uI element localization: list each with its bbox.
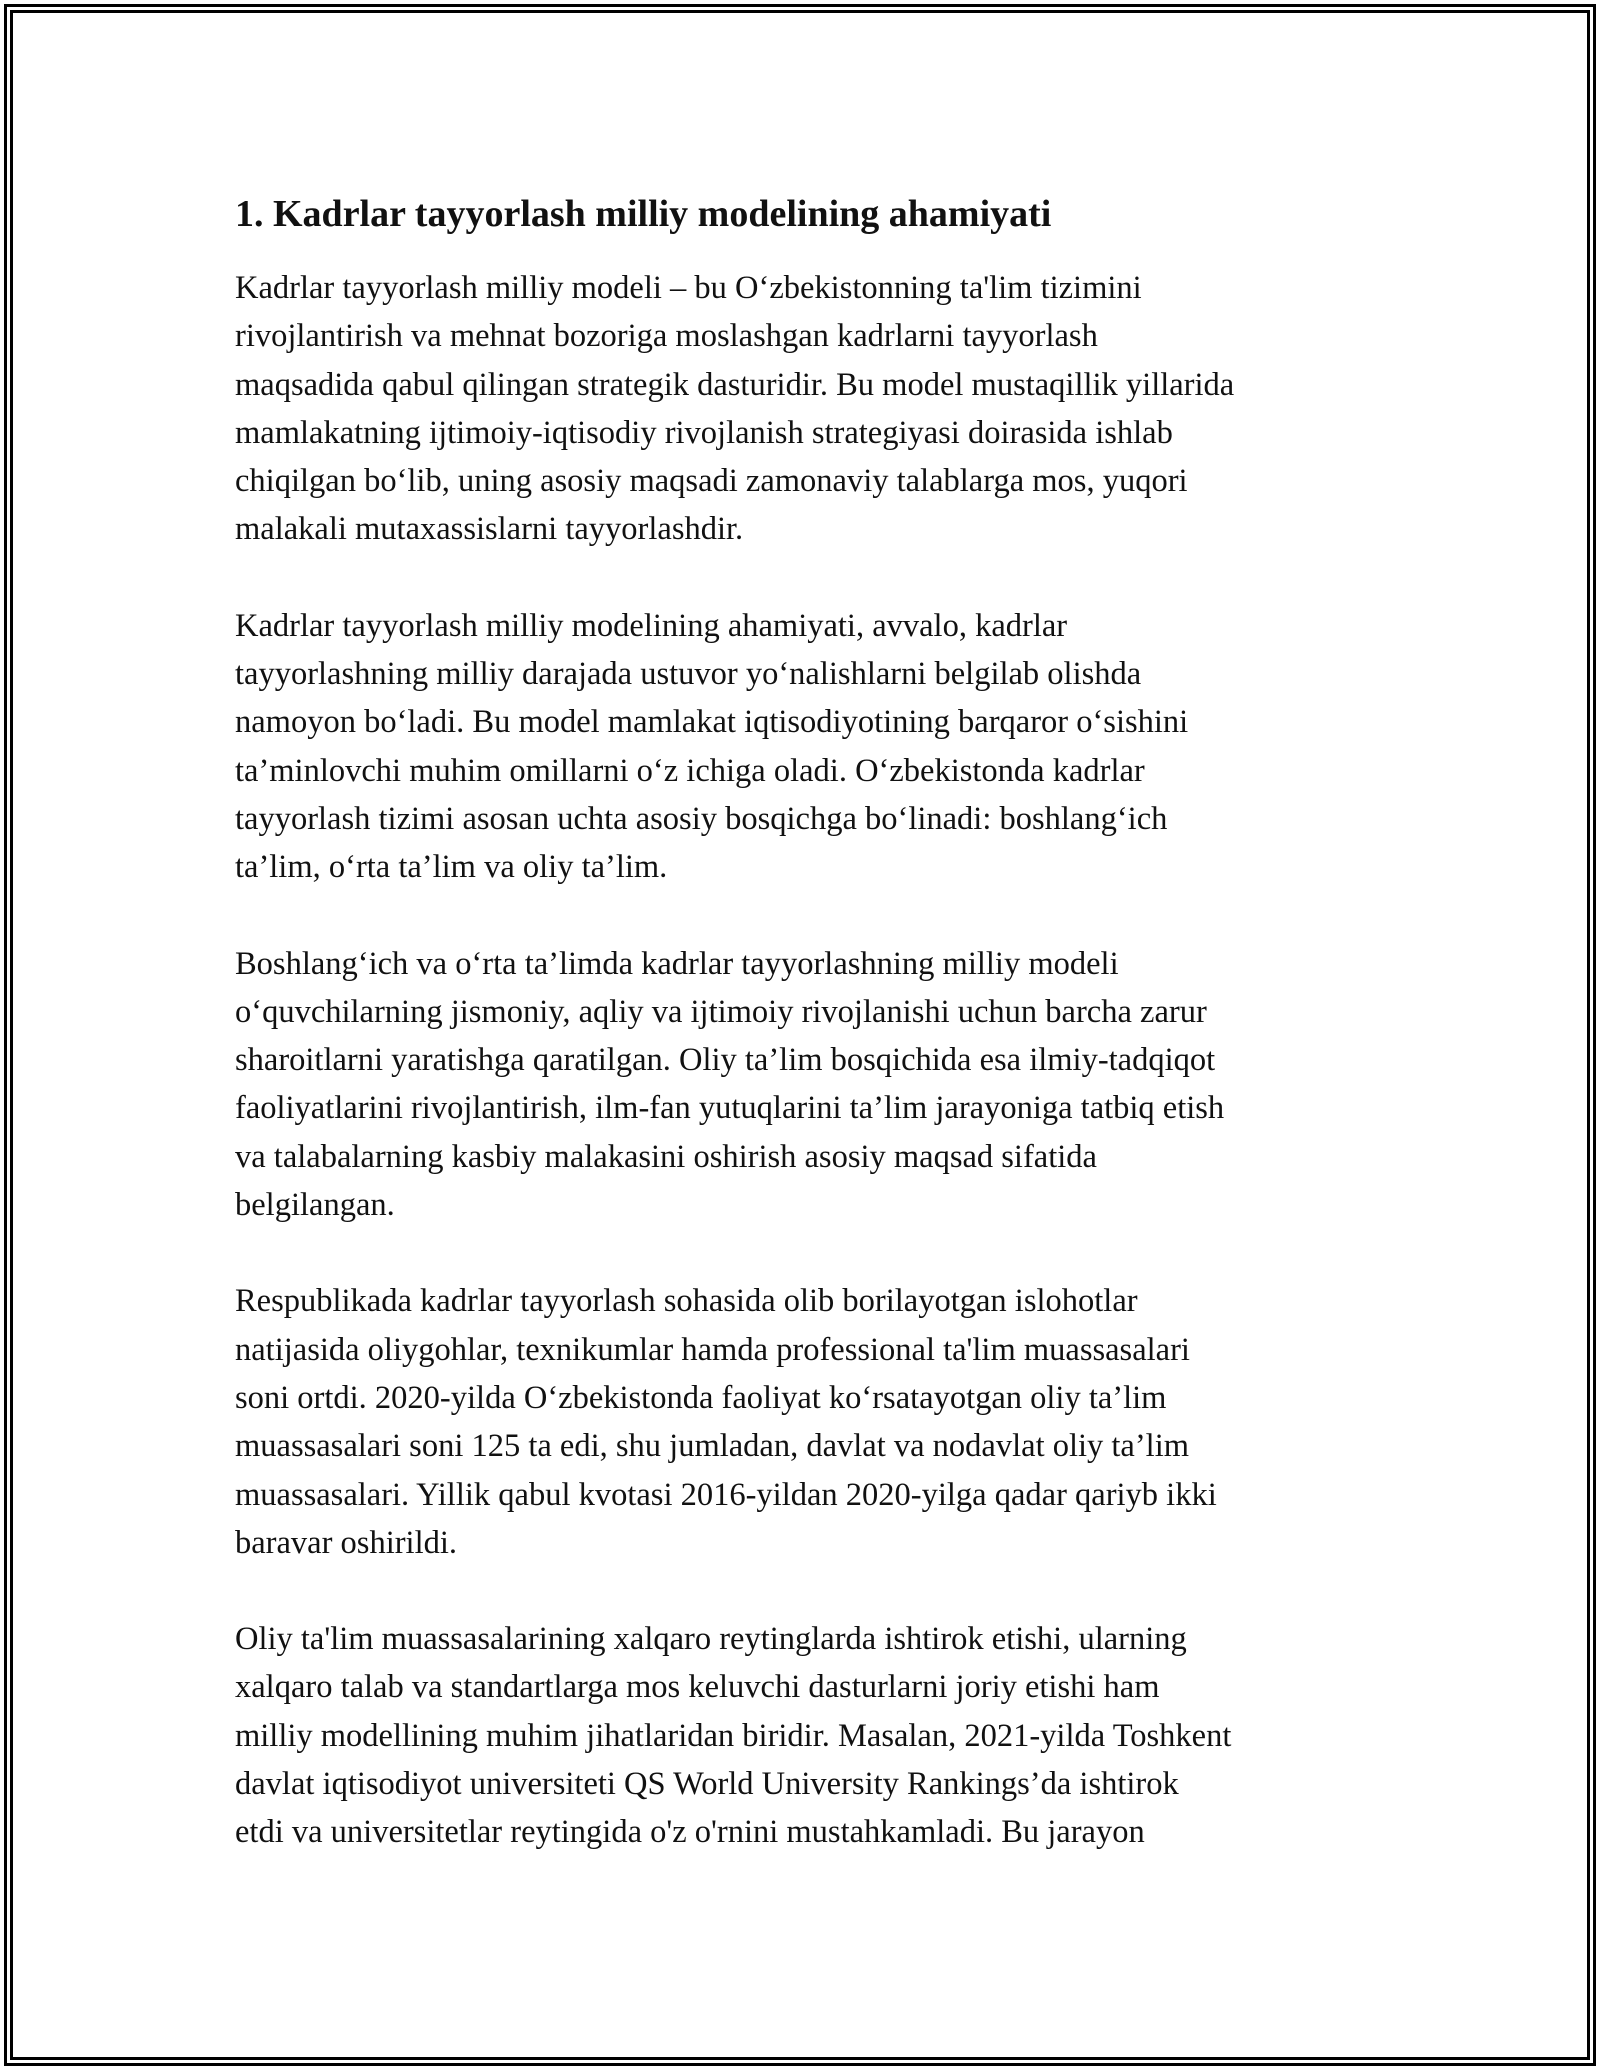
text-line: mamlakatning ijtimoiy-iqtisodiy rivojlanish strategiyasi doirasida ishlab [235,414,1173,451]
text-line: tayyorlashning milliy darajada ustuvor yo‘nalishlarni belgilab olishda [235,656,1142,693]
paragraph-1 [235,264,1380,554]
text-line: va talabalarning kasbiy malakasini oshirish asosiy maqsad sifatida [235,1138,1097,1175]
text-line: milliy modellining muhim jihatlaridan biridir. Masalan, 2021-yilda Toshkent [235,1717,1232,1754]
text-line: baravar oshirildi. [235,1524,458,1561]
paragraph-4 [235,1277,1380,1567]
text-line: natijasida oliygohlar, texnikumlar hamda professional ta'lim muassasalari [235,1331,1190,1368]
text-line: ta’lim, o‘rta ta’lim va oliy ta’lim. [235,849,668,886]
text-line: soni ortdi. 2020-yilda O‘zbekistonda faoliyat ko‘rsatayotgan oliy ta’lim [235,1379,1167,1416]
text-line: davlat iqtisodiyot universiteti QS World University Rankings’da ishtirok [235,1766,1179,1803]
text-line: belgilangan. [235,1187,395,1224]
text-line: o‘quvchilarning jismoniy, aqliy va ijtimoiy rivojlanishi uchun barcha zarur [235,993,1207,1030]
text-line: Kadrlar tayyorlash milliy modelining ahamiyati, avvalo, kadrlar [235,607,1068,644]
text-line: Oliy ta'lim muassasalarining xalqaro reytinglarda ishtirok etishi, ularning [235,1621,1187,1658]
document-body [235,186,1380,1905]
text-line: Respublikada kadrlar tayyorlash sohasida olib borilayotgan islohotlar [235,1283,1138,1320]
text-line: muassasalari. Yillik qabul kvotasi 2016-yildan 2020-yilga qadar qariyb ikki [235,1476,1217,1513]
paragraph-2 [235,602,1380,892]
text-line: faoliyatlarini rivojlantirish, ilm-fan yutuqlarini ta’lim jarayoniga tatbiq etish [235,1090,1225,1127]
paragraph-5 [235,1615,1380,1856]
text-line: xalqaro talab va standartlarga mos keluvchi dasturlarni joriy etishi ham [235,1669,1160,1706]
text-line: malakali mutaxassislarni tayyorlashdir. [235,511,744,548]
section-heading: 1. Kadrlar tayyorlash milliy modelining ahamiyati [235,193,1052,235]
text-line: maqsadida qabul qilingan strategik dasturidir. Bu model mustaqillik yillarida [235,366,1235,403]
text-line: Boshlang‘ich va o‘rta ta’limda kadrlar tayyorlashning milliy modeli [235,945,1119,982]
text-line: chiqilgan bo‘lib, uning asosiy maqsadi zamonaviy talablarga mos, yuqori [235,463,1188,500]
text-line: sharoitlarni yaratishga qaratilgan. Oliy ta’lim bosqichida esa ilmiy-tadqiqot [235,1042,1216,1079]
text-line: ta’minlovchi muhim omillarni o‘z ichiga oladi. O‘zbekistonda kadrlar [235,752,1145,789]
text-line: Kadrlar tayyorlash milliy modeli – bu O‘zbekistonning ta'lim tizimini [235,270,1142,306]
text-line: muassasalari soni 125 ta edi, shu jumladan, davlat va nodavlat oliy ta’lim [235,1428,1190,1465]
paragraph-3 [235,940,1380,1230]
text-line: rivojlantirish va mehnat bozoriga moslashgan kadrlarni tayyorlash [235,318,1098,355]
text-line: tayyorlash tizimi asosan uchta asosiy bosqichga bo‘linadi: boshlang‘ich [235,800,1168,837]
text-line: etdi va universitetlar reytingida o'z o'rnini mustahkamladi. Bu jarayon [235,1814,1145,1851]
text-line: namoyon bo‘ladi. Bu model mamlakat iqtisodiyotining barqaror o‘sishini [235,704,1189,741]
